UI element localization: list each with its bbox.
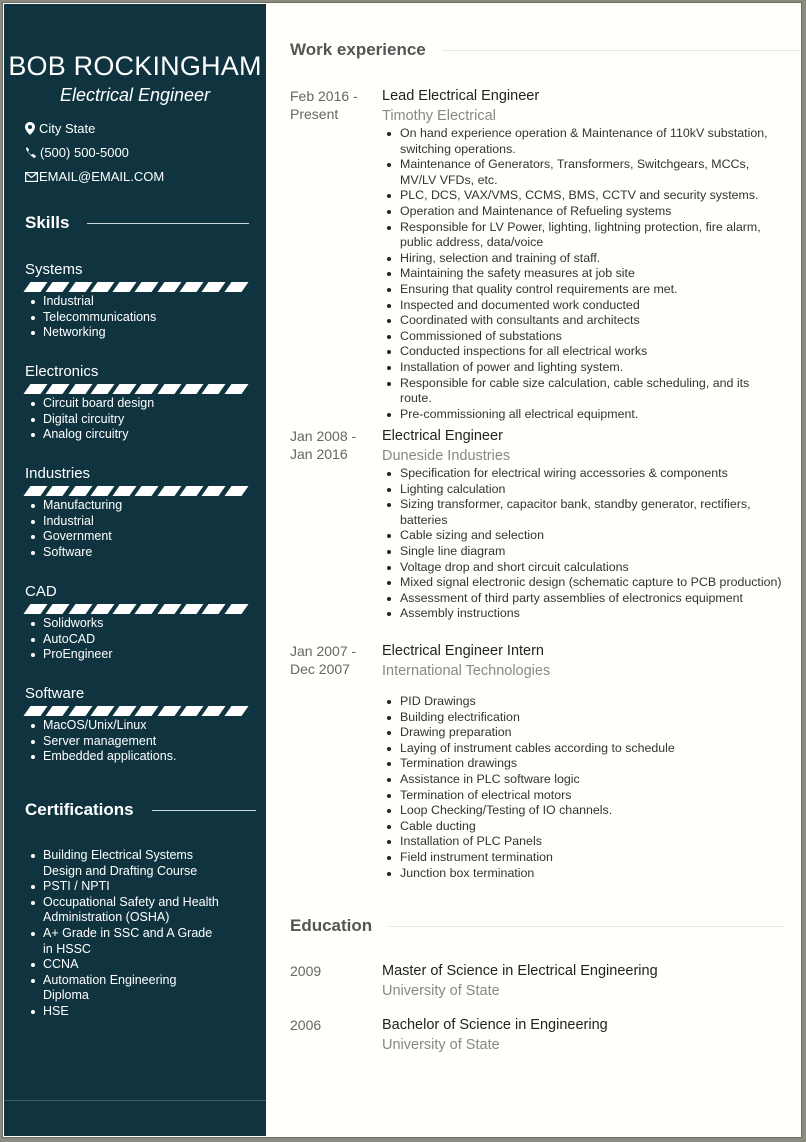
list-item: CCNA [25,957,225,973]
list-item: Installation of power and lighting system. [382,360,782,376]
candidate-title: Electrical Engineer [59,85,211,105]
list-item: Assessment of third party assemblies of electronics equipment [382,591,782,607]
degree-name: Bachelor of Science in Engineering [382,1017,608,1033]
contact-location [25,121,95,136]
entry-date [290,427,370,463]
list-item: Installation of PLC Panels [382,834,782,850]
entry-date [290,642,370,678]
entry-body [382,642,782,881]
list-item: Circuit board design [25,396,245,412]
candidate-name: BOB ROCKINGHAM [8,51,262,81]
list-item: Embedded applications. [25,749,245,765]
skill-group-name: Software [25,685,85,702]
divider [152,810,256,811]
date-end: Present [290,106,339,122]
skill-group-name: Industries [25,465,91,482]
certifications-heading [25,800,256,820]
list-item: Inspected and documented work conducted [382,298,782,314]
list-item: HSE [25,1004,225,1020]
skill-level-bar [25,486,245,496]
divider [442,50,800,51]
list-item: Lighting calculation [382,482,782,498]
work-experience-heading [290,40,800,60]
company-name: Duneside Industries [382,448,511,464]
list-item: Maintenance of Generators, Transformers, Switchgears, MCCs, MV/LV VFDs, etc. [382,157,782,188]
list-item: Voltage drop and short circuit calculations [382,560,782,576]
school-name: University of State [382,983,500,999]
list-item: Automation Engineering Diploma [25,973,225,1004]
email-text: EMAIL@EMAIL.COM [39,169,165,184]
list-item: On hand experience operation & Maintenance of 110kV substation, switching operations. [382,126,782,157]
list-item: Networking [25,325,245,341]
skill-group-electronics [25,362,245,443]
job-role: Electrical Engineer [382,428,503,444]
list-item: Loop Checking/Testing of IO channels. [382,803,782,819]
list-item: Solidworks [25,616,245,632]
school-name: University of State [382,1037,500,1053]
list-item: Responsible for LV Power, lighting, lightning protection, fire alarm, public address, data/voice [382,220,782,251]
list-item: Hiring, selection and training of staff. [382,251,782,267]
contact-phone [25,145,129,160]
job-role: Electrical Engineer Intern [382,643,544,659]
skill-group-name: Systems [25,261,83,278]
skill-level-bar [25,604,245,614]
date-end: Dec 2007 [290,661,350,677]
date-start: Jan 2008 - [290,428,357,444]
location-text: City State [39,121,96,136]
list-item: Manufacturing [25,498,245,514]
date-end: Jan 2016 [290,446,348,462]
list-item: Responsible for cable size calculation, cable scheduling, and its route. [382,376,782,407]
list-item: Digital circuitry [25,412,245,428]
education-year: 2009 [290,963,322,979]
education-heading-text: Education [290,916,373,935]
list-item: Assistance in PLC software logic [382,772,782,788]
list-item: ProEngineer [25,647,245,663]
list-item: Cable sizing and selection [382,528,782,544]
company-name: Timothy Electrical [382,108,496,124]
certifications-list [25,848,245,1020]
list-item: Assembly instructions [382,606,782,622]
list-item: Sizing transformer, capacitor bank, standby generator, rectifiers, batteries [382,497,782,528]
list-item: Telecommunications [25,310,245,326]
list-item: Termination drawings [382,756,782,772]
entry-body [382,427,782,622]
sidebar [4,4,266,1136]
list-item: Pre-commissioning all electrical equipment. [382,407,782,423]
entry-body [382,1016,782,1055]
phone-text: (500) 500-5000 [40,145,129,160]
entry-date [290,87,370,123]
company-name: International Technologies [382,663,551,679]
list-item: PSTI / NPTI [25,879,225,895]
list-item: Cable ducting [382,819,782,835]
skill-level-bar [25,282,245,292]
list-item: Conducted inspections for all electrical works [382,344,782,360]
contact-email [25,169,164,184]
skill-level-bar [25,706,245,716]
list-item: Mixed signal electronic design (schematic capture to PCB production) [382,575,782,591]
list-item: Specification for electrical wiring accessories & components [382,466,782,482]
list-item: PLC, DCS, VAX/VMS, CCMS, BMS, CCTV and security systems. [382,188,782,204]
work-heading-text: Work experience [290,40,426,59]
list-item: Industrial [25,294,245,310]
list-item: Laying of instrument cables according to schedule [382,741,782,757]
skill-group-systems [25,260,245,341]
skills-heading [25,213,249,233]
list-item: MacOS/Unix/Linux [25,718,245,734]
skill-group-name: CAD [25,583,57,600]
divider [4,1100,266,1101]
entry-body [382,962,782,1001]
divider [388,926,784,927]
list-item: Building electrification [382,710,782,726]
skill-group-cad [25,582,245,663]
list-item: Coordinated with consultants and architects [382,313,782,329]
entry-body [382,87,782,422]
skills-heading-text: Skills [25,213,70,232]
list-item: AutoCAD [25,632,245,648]
list-item: Operation and Maintenance of Refueling systems [382,204,782,220]
education-heading [290,916,784,936]
skill-group-industries [25,464,245,560]
list-item: Occupational Safety and Health Administration (OSHA) [25,895,225,926]
list-item: A+ Grade in SSC and A Grade in HSSC [25,926,225,957]
list-item: Junction box termination [382,866,782,882]
phone-icon [25,147,36,158]
list-item: Ensuring that quality control requirements are met. [382,282,782,298]
skill-group-software [25,684,245,765]
skill-group-name: Electronics [25,363,99,380]
list-item: Analog circuitry [25,427,245,443]
degree-name: Master of Science in Electrical Engineering [382,963,658,979]
skill-level-bar [25,384,245,394]
job-role: Lead Electrical Engineer [382,88,540,104]
list-item: Single line diagram [382,544,782,560]
list-item: Drawing preparation [382,725,782,741]
envelope-icon [25,172,38,182]
certifications-heading-text: Certifications [25,800,134,819]
list-item: Server management [25,734,245,750]
list-item: Maintaining the safety measures at job site [382,266,782,282]
list-item: Termination of electrical motors [382,788,782,804]
list-item: Software [25,545,245,561]
list-item: Field instrument termination [382,850,782,866]
list-item: Building Electrical Systems Design and Drafting Course [25,848,225,879]
date-start: Jan 2007 - [290,643,357,659]
map-pin-icon [25,122,35,135]
list-item: PID Drawings [382,694,782,710]
list-item: Government [25,529,245,545]
divider [87,223,249,224]
list-item: Industrial [25,514,245,530]
list-item: Commissioned of substations [382,329,782,345]
date-start: Feb 2016 - [290,88,358,104]
education-year: 2006 [290,1017,322,1033]
